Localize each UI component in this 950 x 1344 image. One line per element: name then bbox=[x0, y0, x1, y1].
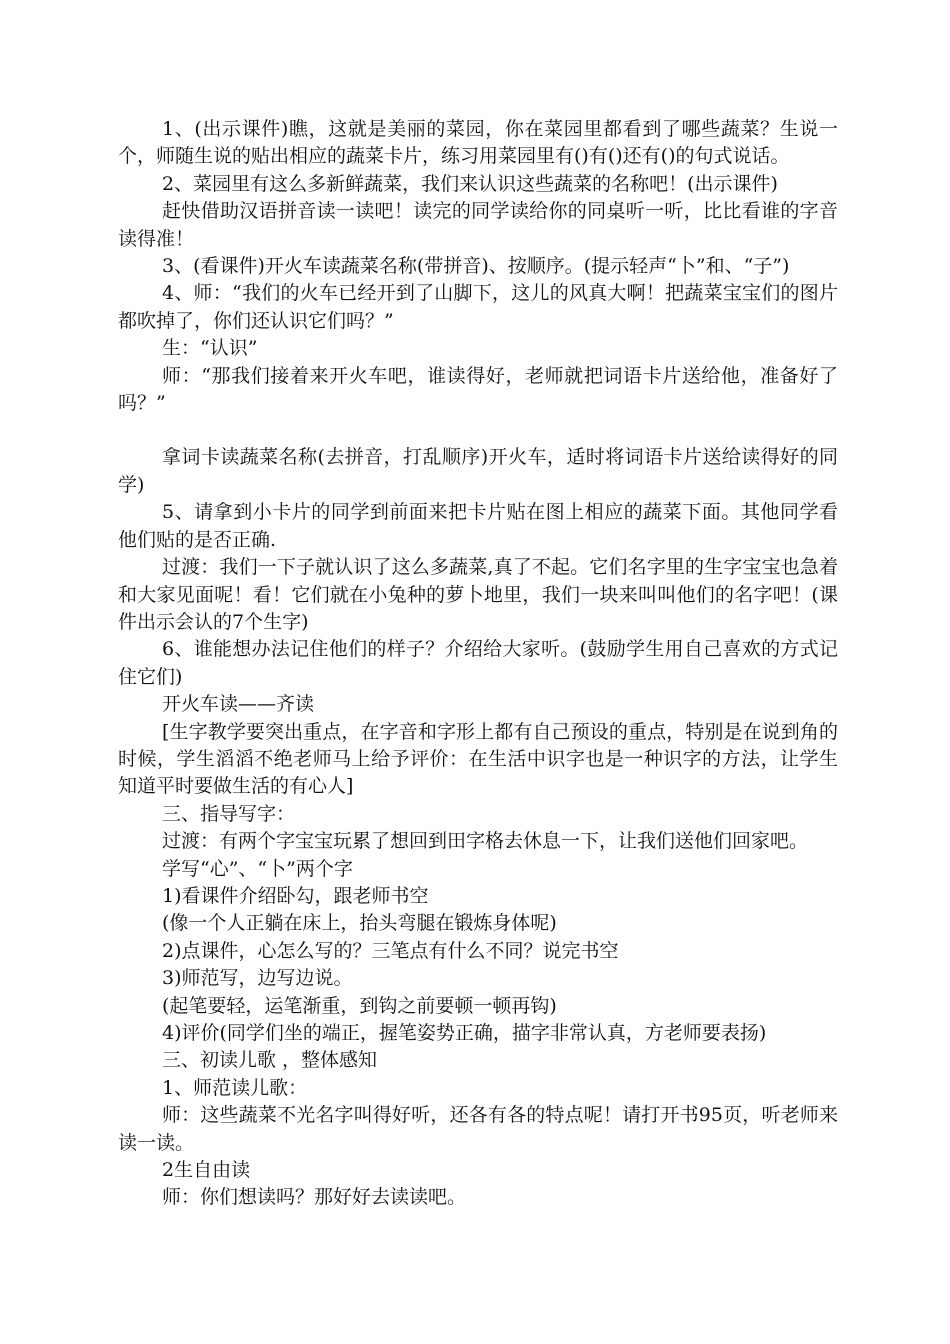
paragraph: (起笔要轻，运笔渐重，到钩之前要顿一顿再钩) bbox=[162, 994, 557, 1017]
paragraph: 师：这些蔬菜不光名字叫得好听，还各有各的特点呢！请打开书95页，听老师来读一读。 bbox=[118, 1104, 838, 1154]
paragraph: 3、(看课件)开火车读蔬菜名称(带拼音)、按顺序。(提示轻声“卜”和、“子”) bbox=[162, 255, 790, 278]
paragraph: 1、师范读儿歌： bbox=[162, 1076, 308, 1099]
paragraph: (像一个人正躺在床上，抬头弯腿在锻炼身体呢) bbox=[162, 912, 557, 935]
paragraph: 三、初读儿歌 ，整体感知 bbox=[162, 1049, 378, 1072]
document-body bbox=[118, 116, 838, 1212]
paragraph: 生：“认识” bbox=[162, 337, 258, 360]
paragraph: 学写“心”、“卜”两个字 bbox=[162, 857, 353, 880]
paragraph: 5、请拿到小卡片的同学到前面来把卡片贴在图上相应的蔬菜下面。其他同学看他们贴的是否正确. bbox=[118, 501, 838, 551]
paragraph: 拿词卡读蔬菜名称(去拼音，打乱顺序)开火车，适时将词语卡片送给读得好的同学) bbox=[118, 446, 838, 496]
paragraph: 赶快借助汉语拼音读一读吧！读完的同学读给你的同桌听一听，比比看谁的字音读得准！ bbox=[118, 200, 838, 250]
blank-line bbox=[118, 417, 838, 444]
paragraph: 4)评价(同学们坐的端正，握笔姿势正确，描字非常认真，方老师要表扬) bbox=[162, 1022, 767, 1044]
paragraph: 2)点课件，心怎么写的？三笔点有什么不同？说完书空 bbox=[162, 939, 619, 962]
paragraph: 6、谁能想办法记住他们的样子？介绍给大家听。(鼓励学生用自己喜欢的方式记住它们) bbox=[118, 638, 838, 688]
paragraph: 2生自由读 bbox=[162, 1159, 251, 1182]
paragraph: 1、(出示课件)瞧，这就是美丽的菜园，你在菜园里都看到了哪些蔬菜？生说一个，师随生说的贴出相应的蔬菜卡片，练习用菜园里有()有()还有()的句式说话。 bbox=[118, 118, 838, 168]
paragraph: 师：“那我们接着来开火车吧，谁读得好，老师就把词语卡片送给他，准备好了吗？” bbox=[118, 364, 838, 415]
paragraph: 4、师：“我们的火车已经开到了山脚下，这儿的风真大啊！把蔬菜宝宝们的图片都吹掉了，你们还认识它们吗？” bbox=[118, 282, 838, 332]
paragraph: 2、菜园里有这么多新鲜蔬菜，我们来认识这些蔬菜的名称吧！(出示课件) bbox=[162, 172, 778, 195]
paragraph: 师：你们想读吗？那好好去读读吧。 bbox=[162, 1186, 467, 1209]
paragraph: 开火车读——齐读 bbox=[162, 693, 315, 716]
paragraph: 1)看课件介绍卧勾，跟老师书空 bbox=[162, 884, 429, 907]
paragraph: 过渡：我们一下子就认识了这么多蔬菜,真了不起。它们名字里的生字宝宝也急着和大家见面呢！看！它们就在小兔种的萝卜地里，我们一块来叫叫他们的名字吧！(课件出示会认的7个生字) bbox=[118, 556, 838, 633]
paragraph: 3)师范写，边写边说。 bbox=[162, 967, 353, 990]
paragraph: 三、指导写字： bbox=[162, 802, 296, 825]
paragraph: [生字教学要突出重点，在字音和字形上都有自己预设的重点，特别是在说到角的时候，学生滔滔不绝老师马上给予评价：在生活中识字也是一种识字的方法，让学生知道平时要做生活的有心人] bbox=[118, 720, 838, 798]
paragraph: 过渡：有两个字宝宝玩累了想回到田字格去休息一下，让我们送他们回家吧。 bbox=[162, 830, 809, 853]
